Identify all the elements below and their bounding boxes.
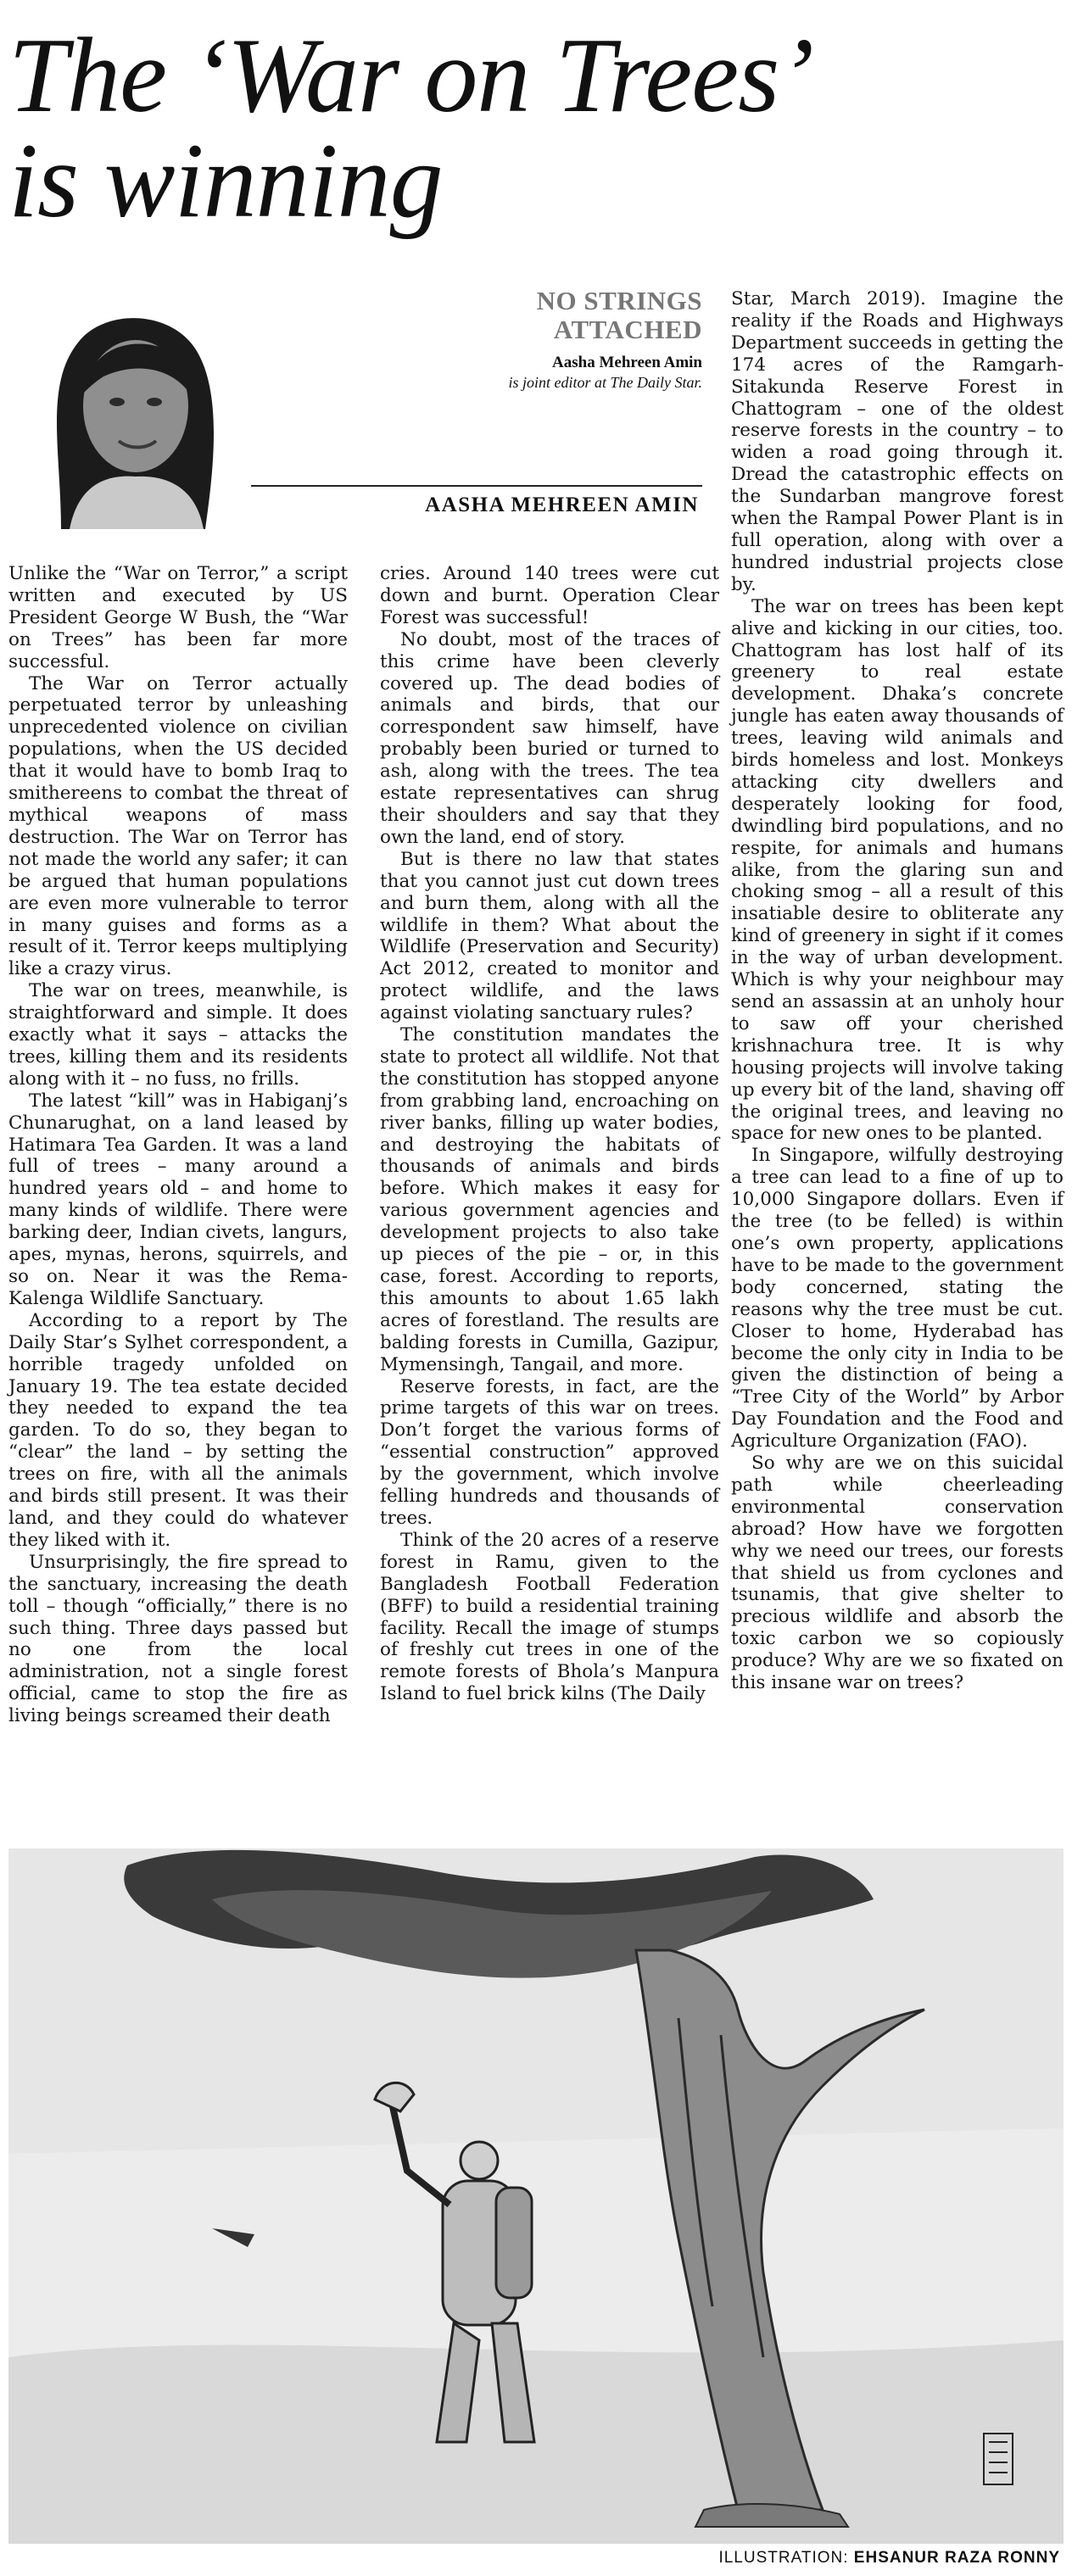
paragraph: The War on Terror actually perpetuated terror by unleashing unprecedented violence on civilian populations, when the US decided that it would have to bomb Iraq to smithereens to combat the threat of mythical weapons of mass destruction. The War on Terror has not made the world any safer; it can be argued that human populations are even more vulnerable to terror in many guises and forms as a result of it. Terror keeps multiplying like a crazy virus. bbox=[8, 672, 348, 980]
byline-rule bbox=[251, 485, 702, 487]
byline: AASHA MEHREEN AMIN bbox=[425, 493, 699, 516]
illustration-credit-label: ILLUSTRATION: bbox=[718, 2549, 849, 2567]
paragraph: The latest “kill” was in Habiganj’s Chunarughat, on a land leased by Hatimara Tea Garden. It was a land full of trees – many around a hundred years old – and home to many kinds of wildlife. There were barking deer, Indian civets, langurs, apes, mynas, herons, squirrels, and so on. Near it was the Rema-Kalenga Wildlife Sanctuary. bbox=[8, 1090, 348, 1309]
headline-line-1: The ‘War on Trees’ bbox=[8, 17, 814, 135]
illustration-credit-artist: EHSANUR RAZA RONNY bbox=[853, 2549, 1060, 2567]
paragraph: Star, March 2019). Imagine the reality if the Roads and Highways Department succeeds in getting the 174 acres of the Ramgarh-Sitakunda Reserve Forest in Chattogram – one of the oldest reserve forests in the country – to widen a road going through it. Dread the catastrophic effects on the Sundarban mangrove forest when the Rampal Power Plant is in full operation, along with over a hundred industrial projects close by. bbox=[731, 288, 1064, 595]
column-name-line-1: NO STRINGS bbox=[536, 286, 702, 315]
paragraph: Unlike the “War on Terror,” a script written and executed by US President George W Bush, the “War on Trees” has been far more successful. bbox=[8, 563, 348, 672]
paragraph: Reserve forests, in fact, are the prime targets of this war on trees. Don’t forget the various forms of “essential construction” approved by the government, which involve felling hundreds and thousands of trees. bbox=[380, 1375, 719, 1529]
paragraph: According to a report by The Daily Star’s Sylhet correspondent, a horrible tragedy unfolded on January 19. The tea estate decided they needed to expand the tea garden. To do so, they began to “clear” the land – by setting the trees on fire, with all the animals and birds still present. It was their land, and they could do whatever they liked with it. bbox=[8, 1309, 348, 1551]
paragraph: But is there no law that states that you cannot just cut down trees and burn them, along with all the wildlife in them? What about the Wildlife (Preservation and Security) Act 2012, created to monitor and protect wildlife, and the laws against violating sanctuary rules? bbox=[380, 848, 719, 1024]
column-author-role: is joint editor at The Daily Star. bbox=[508, 374, 702, 391]
paragraph: Think of the 20 acres of a reserve forest in Ramu, given to the Bangladesh Football Federation (BFF) to build a residential training facility. Recall the image of stumps of freshly cut trees in one of the remote forests of Bhola’s Manpura Island to fuel brick kilns (The Daily bbox=[380, 1529, 719, 1705]
headline bbox=[8, 17, 1060, 240]
headline-line-2: is winning bbox=[8, 122, 443, 240]
paragraph: The constitution mandates the state to protect all wildlife. Not that the constitution has stopped anyone from grabbing land, encroaching on river banks, filling up water bodies, and destroying the habitats of thousands of animals and birds before. Which makes it easy for various government agencies and development projects to also take up pieces of the pie – or, in this case, forest. According to reports, this amounts to about 1.65 lakh acres of forestland. The results are balding forests in Cumilla, Gazipur, Mymensingh, Tangail, and more. bbox=[380, 1024, 719, 1375]
article-column-1 bbox=[8, 563, 348, 1727]
article-column-2 bbox=[380, 563, 719, 1705]
paragraph: So why are we on this suicidal path while cheerleading environmental conservation abroad? How have we forgotten why we need our trees, our forests that shield us from cyclones and tsunamis, that give shelter to precious wildlife and absorb the toxic carbon we so copiously produce? Why are we so fixated on this insane war on trees? bbox=[731, 1452, 1064, 1694]
paragraph: No doubt, most of the traces of this crime have been cleverly covered up. The dead bodies of animals and birds, that our correspondent saw himself, have probably been buried or turned to ash, along with the trees. The tea estate representatives can shrug their shoulders and say that they own the land, end of story. bbox=[380, 628, 719, 848]
author-photo bbox=[10, 283, 248, 529]
illustration-credit bbox=[718, 2549, 1060, 2568]
paragraph: The war on trees has been kept alive and kicking in our cities, too. Chattogram has lost half of its greenery to real estate development. Dhaka’s concrete jungle has eaten away thousands of trees, leaving wild animals and birds homeless and lost. Monkeys attacking city dwellers and desperately looking for food, dwindling bird populations, and no respite, for animals and humans alike, from the glaring sun and choking smog – all a result of this insatiable desire to obliterate any kind of greenery in sight if it comes in the way of urban development. Which is why your neighbour may send an assassin at an unholy hour to saw off your cherished krishnachura tree. It is why housing projects will involve taking up every bit of the land, shaving off the original trees, and leaving no space for new ones to be planted. bbox=[731, 595, 1064, 1145]
paragraph: cries. Around 140 trees were cut down and burnt. Operation Clear Forest was successful! bbox=[380, 563, 719, 628]
paragraph: In Singapore, wilfully destroying a tree can lead to a fine of up to 10,000 Singapore dollars. Even if the tree (to be felled) is within one’s own property, applications have to be made to the government body concerned, stating the reasons why the tree must be cut. Closer to home, Hyderabad has become the only city in India to be given the distinction of being a “Tree City of the World” by Arbor Day Foundation and the Food and Agriculture Organization (FAO). bbox=[731, 1145, 1064, 1452]
paragraph: Unsurprisingly, the fire spread to the sanctuary, increasing the death toll – though “officially,” there is no such thing. Three days passed but no one from the local administration, not a single forest official, came to stop the fire as living beings screamed their death bbox=[8, 1551, 348, 1727]
column-header bbox=[441, 287, 702, 392]
column-author: Aasha Mehreen Amin bbox=[552, 354, 702, 371]
column-name-line-2: ATTACHED bbox=[553, 315, 702, 344]
illustration bbox=[8, 1848, 1064, 2544]
paragraph: The war on trees, meanwhile, is straightforward and simple. It does exactly what it says – attacks the trees, killing them and its residents along with it – no fuss, no frills. bbox=[8, 980, 348, 1090]
article-column-3 bbox=[731, 288, 1064, 1694]
